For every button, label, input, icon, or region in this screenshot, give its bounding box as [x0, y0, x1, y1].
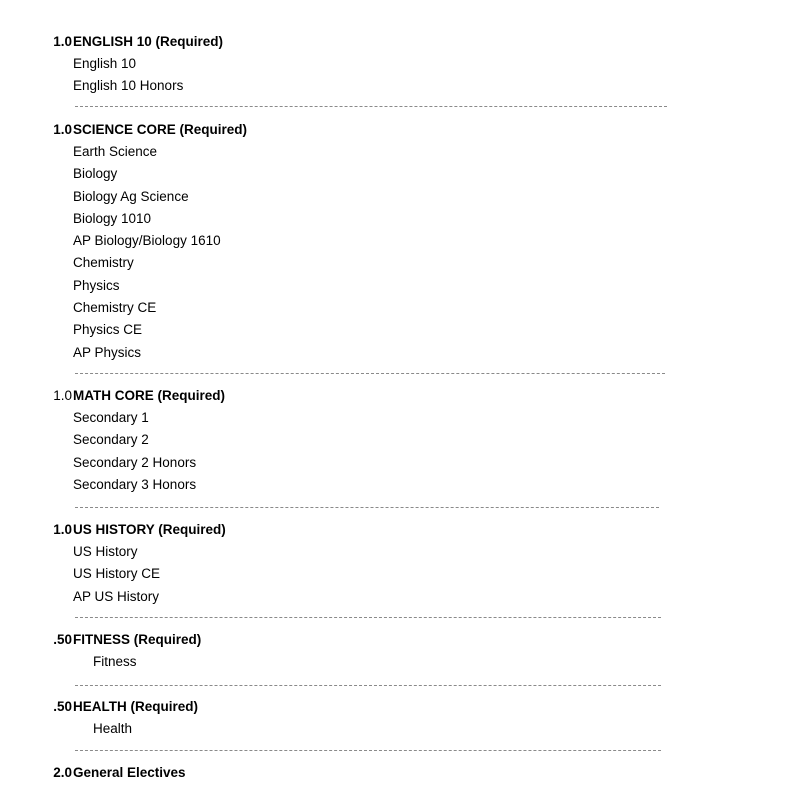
section-credits: 2.0: [53, 765, 72, 780]
course-item: Secondary 1: [73, 410, 149, 425]
course-item: US History CE: [73, 566, 161, 582]
section-title: General Electives: [73, 765, 186, 780]
section-heading: [0, 119, 800, 141]
course-item: Physics CE: [73, 322, 143, 338]
section-heading: [0, 762, 800, 784]
section-title: ENGLISH 10 (Required): [73, 34, 224, 49]
section-title: SCIENCE CORE (Required): [73, 122, 248, 137]
course-item: AP US History: [73, 588, 160, 604]
section-credits: .50: [53, 632, 72, 647]
section-divider: [75, 617, 661, 618]
course-item: Secondary 3 Honors: [73, 476, 197, 492]
course-item: Physics: [73, 277, 120, 293]
section-us-history: [0, 519, 800, 608]
course-item: US History: [73, 544, 138, 559]
course-item: AP Physics: [73, 344, 142, 360]
section-credits: 1.0: [53, 34, 72, 49]
section-title: US HISTORY (Required): [73, 522, 226, 537]
course-item: Chemistry CE: [73, 300, 157, 316]
section-title: HEALTH (Required): [73, 699, 198, 714]
section-title: FITNESS (Required): [73, 632, 202, 647]
section-divider: [75, 750, 661, 751]
section-divider: [75, 373, 665, 374]
section-general-electives: [0, 762, 800, 784]
course-item: Biology: [73, 166, 118, 182]
section-science-core: [0, 119, 800, 364]
section-credits: 1.0: [53, 388, 72, 403]
section-divider: [75, 507, 659, 508]
section-title: MATH CORE (Required): [73, 388, 225, 403]
section-divider: [75, 106, 667, 107]
section-credits: 1.0: [53, 122, 72, 137]
section-credits: .50: [53, 699, 72, 714]
course-item: AP Biology/Biology 1610: [73, 233, 221, 249]
section-fitness: [0, 629, 800, 673]
section-heading: [0, 519, 800, 541]
section-heading: [0, 31, 800, 53]
section-divider: [75, 685, 661, 686]
section-math-core: [0, 385, 800, 496]
course-item: Chemistry: [73, 255, 134, 271]
section-credits: 1.0: [53, 522, 72, 537]
section-heading: [0, 629, 800, 651]
course-item: Secondary 2 Honors: [73, 454, 197, 470]
section-heading: [0, 385, 800, 407]
section-health: [0, 696, 800, 740]
course-item: Fitness: [93, 654, 137, 669]
course-item: English 10 Honors: [73, 78, 184, 94]
course-item: Health: [93, 721, 133, 736]
course-item: English 10: [73, 56, 137, 71]
section-heading: [0, 696, 800, 718]
course-item: Secondary 2: [73, 432, 149, 448]
course-item: Biology Ag Science: [73, 188, 189, 204]
course-item: Earth Science: [73, 144, 158, 159]
section-english-10: [0, 31, 800, 98]
course-item: Biology 1010: [73, 210, 152, 226]
